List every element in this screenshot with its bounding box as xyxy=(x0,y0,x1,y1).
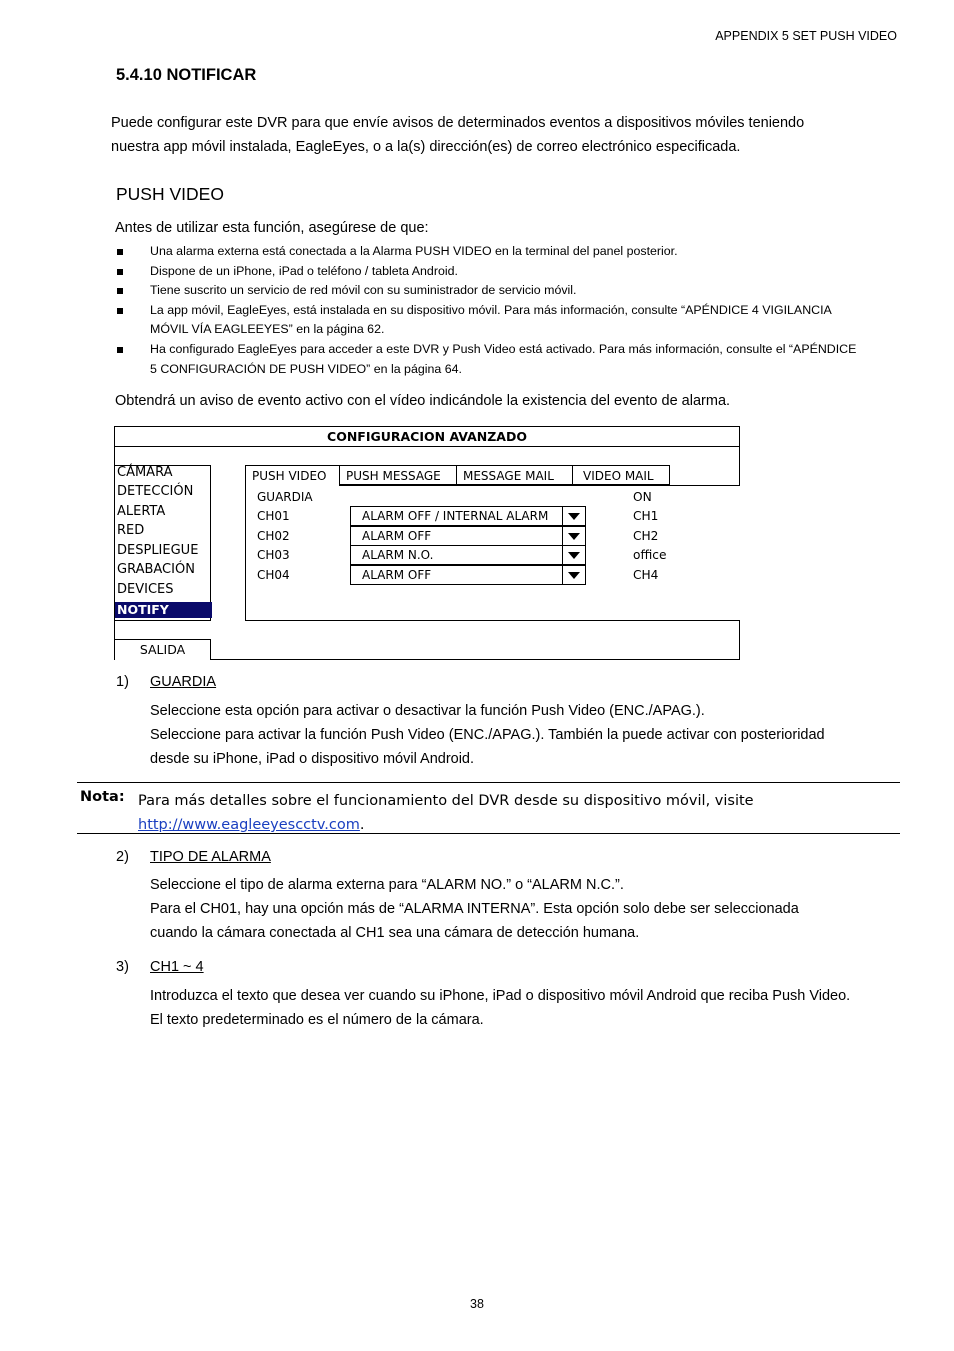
ch03-name[interactable]: office xyxy=(633,548,667,562)
menu-item-deteccion[interactable]: DETECCIÓN xyxy=(117,484,194,499)
intro-paragraph xyxy=(111,111,911,159)
running-header: APPENDIX 5 SET PUSH VIDEO xyxy=(715,29,897,43)
chevron-down-icon[interactable] xyxy=(562,527,585,545)
ch04-alarm-select[interactable]: ALARM OFF xyxy=(350,565,586,585)
bullet-square-icon xyxy=(117,249,123,255)
list-item: Ha configurado EagleEyes para acceder a este DVR y Push Video está activado. Para más información, consulte el “APÉNDICE 5 CONFIGURACIÓN DE PUSH VIDEO” en la página 64. xyxy=(116,340,906,379)
item-body: Introduzca el texto que desea ver cuando su iPhone, iPad o dispositivo móvil Android que reciba Push Video. El texto predeterminado es el número de la cámara. xyxy=(150,988,851,1028)
item-number: 2) xyxy=(116,849,129,865)
before-text: Antes de utilizar esta función, asegúrese de que: xyxy=(115,220,429,236)
menu-item-red[interactable]: RED xyxy=(117,523,145,538)
intro-line: Puede configurar este DVR para que envíe avisos de determinados eventos a dispositivos móviles teniendo xyxy=(111,115,805,131)
tab-video-mail[interactable]: VIDEO MAIL xyxy=(572,465,670,485)
list-item: Una alarma externa está conectada a la Alarma PUSH VIDEO en la terminal del panel posterior. xyxy=(116,242,906,262)
note-label: Nota: xyxy=(80,789,125,805)
bullet-square-icon xyxy=(117,288,123,294)
result-text: Obtendrá un aviso de evento activo con el vídeo indicándole la existencia del evento de alarma. xyxy=(115,393,731,409)
note-text: Para más detalles sobre el funcionamiento del DVR desde su dispositivo móvil, visite http://www.eagleeyescctv.com. xyxy=(138,793,754,833)
ch02-name[interactable]: CH2 xyxy=(633,529,659,543)
note-box xyxy=(77,782,900,834)
menu-item-notify[interactable]: NOTIFY xyxy=(115,602,212,618)
tab-push-message[interactable]: PUSH MESSAGE xyxy=(339,465,457,485)
menu-item-devices[interactable]: DEVICES xyxy=(117,582,174,597)
guard-value[interactable]: ON xyxy=(633,490,652,504)
list-item: La app móvil, EagleEyes, está instalada en su dispositivo móvil. Para más información, consulte “APÉNDICE 4 VIGILANCIA MÓVIL VÍA EAGLEEYES” en la página 62. xyxy=(116,301,906,340)
chevron-down-icon[interactable] xyxy=(562,546,585,564)
ch03-label: CH03 xyxy=(257,548,290,562)
bullet-square-icon xyxy=(117,347,123,353)
bullet-square-icon xyxy=(117,269,123,275)
section-title: 5.4.10 NOTIFICAR xyxy=(116,66,257,84)
dvr-menu xyxy=(115,465,211,621)
dvr-title: CONFIGURACION AVANZADO xyxy=(115,427,739,447)
ch03-alarm-select[interactable]: ALARM N.O. xyxy=(350,545,586,565)
dvr-content-panel xyxy=(245,485,740,621)
bullet-square-icon xyxy=(117,308,123,314)
item-title-tipo-alarma: TIPO DE ALARMA xyxy=(150,849,271,865)
menu-item-despliegue[interactable]: DESPLIEGUE xyxy=(117,543,199,558)
ch02-alarm-select[interactable]: ALARM OFF xyxy=(350,526,586,546)
bullet-list xyxy=(116,242,906,379)
tab-push-video[interactable]: PUSH VIDEO xyxy=(245,465,340,486)
eagleeyes-link[interactable]: http://www.eagleeyescctv.com xyxy=(138,817,360,833)
ch01-alarm-select[interactable]: ALARM OFF / INTERNAL ALARM xyxy=(350,506,586,526)
item-number: 3) xyxy=(116,959,129,975)
intro-line: nuestra app móvil instalada, EagleEyes, o a la(s) dirección(es) de correo electrónico especificada. xyxy=(111,139,741,155)
item-body: Seleccione esta opción para activar o desactivar la función Push Video (ENC./APAG.). Seleccione para activar la función Push Video (ENC./APAG.). También la puede activar con posterioridad desde su iPhone, iPad o dispositivo móvil Android. xyxy=(150,703,825,767)
menu-item-alerta[interactable]: ALERTA xyxy=(117,504,166,519)
ch02-label: CH02 xyxy=(257,529,290,543)
menu-item-camara[interactable]: CÁMARA xyxy=(117,465,173,480)
exit-button[interactable]: SALIDA xyxy=(115,639,211,660)
tab-message-mail[interactable]: MESSAGE MAIL xyxy=(456,465,573,485)
guard-label: GUARDIA xyxy=(257,490,313,504)
item-body: Seleccione el tipo de alarma externa para “ALARM NO.” o “ALARM N.C.”. Para el CH01, hay una opción más de “ALARMA INTERNA”. Esta opción solo debe ser seleccionada cuando la cámara conectada al CH1 sea una cámara de detección humana. xyxy=(150,877,799,941)
ch01-name[interactable]: CH1 xyxy=(633,509,659,523)
ch04-label: CH04 xyxy=(257,568,290,582)
item-title-ch: CH1 ~ 4 xyxy=(150,959,204,975)
menu-item-grabacion[interactable]: GRABACIÓN xyxy=(117,562,195,577)
chevron-down-icon[interactable] xyxy=(562,566,585,584)
ch01-label: CH01 xyxy=(257,509,290,523)
chevron-down-icon[interactable] xyxy=(562,507,585,525)
ch04-name[interactable]: CH4 xyxy=(633,568,659,582)
dvr-config-screen xyxy=(114,426,740,660)
subsection-title: PUSH VIDEO xyxy=(116,184,224,204)
item-number: 1) xyxy=(116,674,129,690)
list-item: Dispone de un iPhone, iPad o teléfono / tableta Android. xyxy=(116,262,906,282)
page-number: 38 xyxy=(470,1297,484,1311)
list-item: Tiene suscrito un servicio de red móvil con su suministrador de servicio móvil. xyxy=(116,281,906,301)
item-title-guardia: GUARDIA xyxy=(150,674,217,690)
